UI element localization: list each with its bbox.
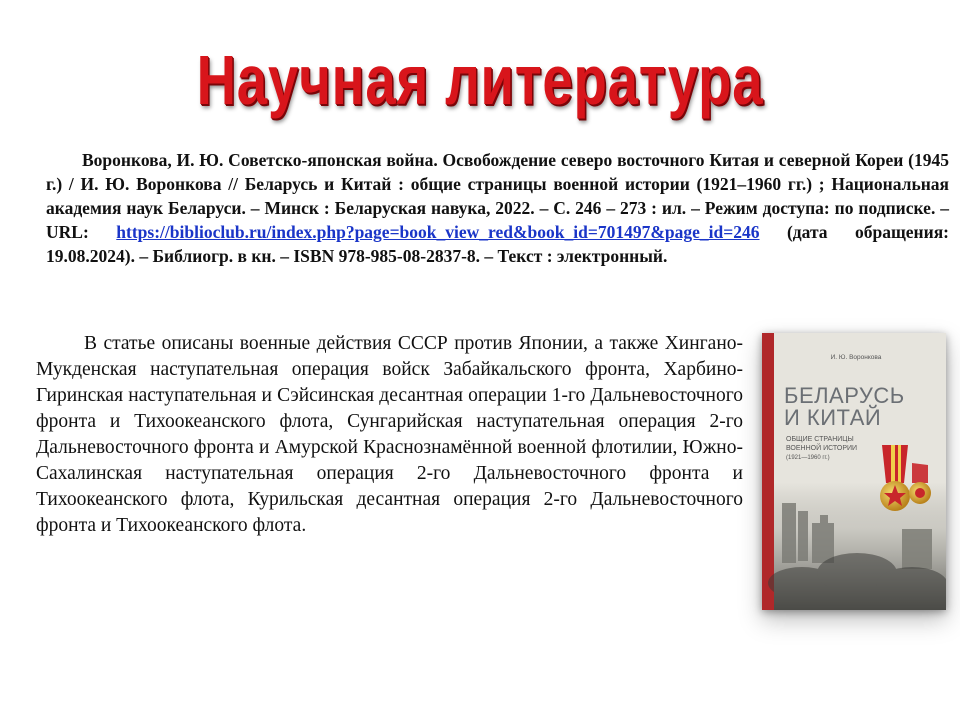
citation-text-end: (дата обращения: 19.08.2024). – Библиогр. в кн. – ISBN 978-985-08-2837-8. – Текст : электронный. [46,222,949,266]
cover-subtitle-line3: (1921—1960 гг.) [786,455,830,461]
cover-title-line1: БЕЛАРУСЬ [784,383,905,408]
cover-spine-stripe [762,333,774,610]
bibliographic-citation [46,148,949,268]
page-title: Научная литература [196,41,764,119]
cover-subtitle-line1: ОБЩИЕ СТРАНИЦЫ [786,436,854,443]
citation-text: Воронкова, И. Ю. Советско-японская война. Освобождение северо восточного Китая и северной Кореи (1945 г.) / И. Ю. Воронкова // Беларусь и Китай : общие страницы военной истории (1921–1960 гг.) ; Национальная академия наук Беларуси. – Минск : Беларуская навука, 2022. – С. 246 – 273 : ил. – Режим доступа: по подписке. – URL: [46,150,949,242]
cover-title-line2: И КИТАЙ [784,405,882,430]
article-abstract: В статье описаны военные действия СССР против Японии, а также Хингано-Мукденская наступательная операция войск Забайкальского фронта, Харбино-Гиринская наступательная и Сэйсинская десантная операции 1-го Дальневосточного фронта и Тихоокеанского флота, Сунгарийская наступательная операция 2-го Дальневосточного фронта и Амурской Краснознамённой военной флотилии, Южно-Сахалинская наступательная операция 2-го Дальневосточного фронта и Тихоокеанского флота, Курильская десантная операция 2-го Дальневосточного фронта и Тихоокеанского флота. [36,333,743,536]
cover-subtitle-line2: ВОЕННОЙ ИСТОРИИ [786,445,858,452]
citation-url-link[interactable]: https://biblioclub.ru/index.php?page=book_view_red&book_id=701497&page_id=246 [116,222,760,242]
book-cover-illustration [762,333,946,610]
cover-author: И. Ю. Воронкова [830,354,882,361]
book-cover-image [762,333,946,610]
